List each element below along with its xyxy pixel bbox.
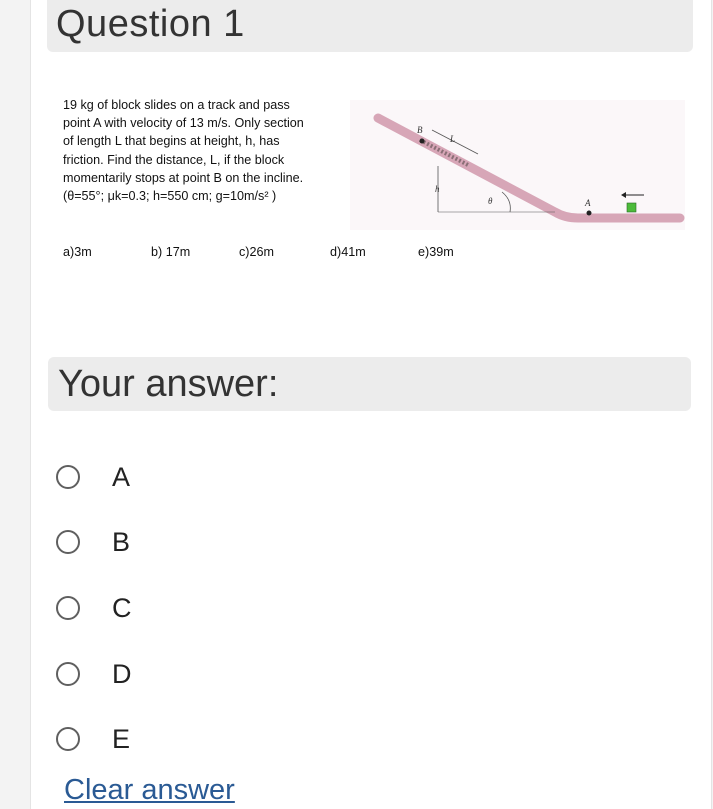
label-h: h: [435, 184, 440, 194]
choice-c: c)26m: [239, 245, 274, 259]
choice-d: d)41m: [330, 245, 366, 259]
incline-diagram: [350, 100, 685, 230]
radio-button[interactable]: [56, 530, 80, 554]
option-label: E: [112, 723, 131, 754]
radio-button[interactable]: [56, 727, 80, 751]
problem-statement: [63, 96, 333, 205]
label-b: B: [417, 125, 423, 135]
label-a: A: [585, 198, 591, 208]
option-label: C: [112, 592, 132, 623]
radio-button[interactable]: [56, 596, 80, 620]
point-b: [420, 139, 425, 144]
choice-a: a)3m: [63, 245, 92, 259]
choice-e: e)39m: [418, 245, 454, 259]
label-theta: θ: [488, 196, 493, 206]
block: [627, 203, 636, 212]
question-title: Question 1: [56, 3, 245, 45]
option-label: D: [112, 658, 132, 689]
option-a[interactable]: [52, 457, 252, 497]
radio-button[interactable]: [56, 465, 80, 489]
problem-line: point A with velocity of 13 m/s. Only section: [63, 116, 304, 131]
option-e[interactable]: [52, 719, 252, 759]
option-label: A: [112, 461, 131, 492]
problem-line: 19 kg of block slides on a track and pass: [63, 98, 290, 112]
problem-line: of length L that begins at height, h, has: [63, 134, 280, 149]
option-label: B: [112, 526, 131, 557]
option-b[interactable]: [52, 522, 252, 562]
problem-line: friction. Find the distance, L, if the block: [63, 152, 285, 167]
problem-line: (θ=55°; μk=0.3; h=550 cm; g=10m/s² ): [63, 189, 277, 204]
option-c[interactable]: [52, 588, 252, 628]
answer-heading: Your answer:: [58, 363, 279, 405]
label-l: L: [450, 134, 456, 144]
option-d[interactable]: [52, 654, 252, 694]
clear-answer-link[interactable]: Clear answer: [64, 774, 235, 806]
radio-button[interactable]: [56, 662, 80, 686]
choice-b: b) 17m: [151, 245, 191, 259]
point-a: [587, 211, 592, 216]
problem-line: momentarily stops at point B on the incline.: [63, 170, 304, 185]
